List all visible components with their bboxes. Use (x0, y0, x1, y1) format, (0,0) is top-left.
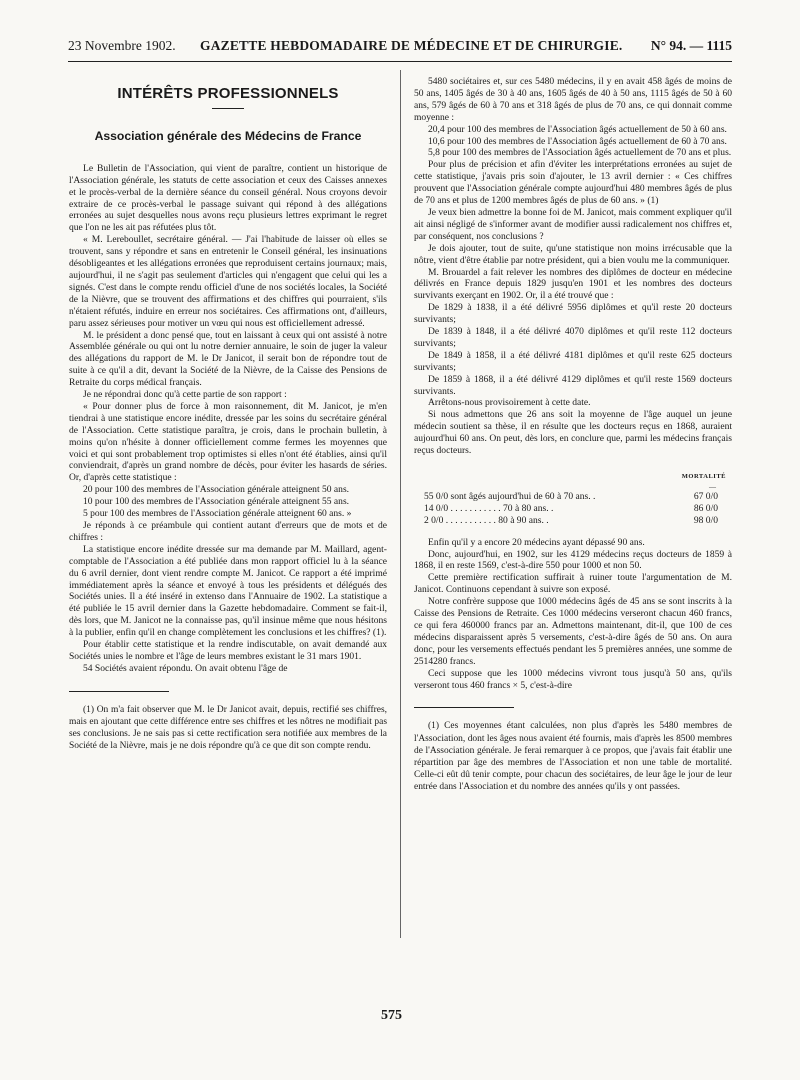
section-title-rule (212, 108, 244, 109)
mortality-dash: — (709, 482, 716, 491)
mortality-row-label: 2 0/0 . . . . . . . . . . . 80 à 90 ans. . (424, 514, 549, 526)
paragraph: 54 Sociétés avaient répondu. On avait obtenu l'âge de (83, 662, 288, 674)
article-title: Association générale des Médecins de France (94, 128, 362, 143)
paragraph: Je veux bien admettre la bonne foi de M. Janicot, mais comment expliquer qu'il ait ainsi négligé de s'informer avant de modifier aussi radicalement nos chiffres et, par conséquent, nos conclusions ? (414, 206, 732, 242)
mortality-row-value: 67 0/0 (693, 490, 718, 502)
paragraph: 10 pour 100 des membres de l'Association générale atteignent 55 ans. (83, 496, 350, 508)
paragraph: M. Brouardel a fait relever les nombres des diplômes de docteur en médecine délivrés en France depuis 1829 jusqu'en 1901 et les nombres des docteurs survivants exerçant en 1902. Or, il a été trouvé que : (414, 266, 732, 302)
paragraph: De 1839 à 1848, il a été délivré 4070 diplômes et qu'il reste 112 docteurs survivants; (414, 326, 732, 349)
paragraph: Le Bulletin de l'Association, qui vient de paraître, contient un historique de l'Association générale, les statuts de cette association et ceux des Caisses annexes et le procès-verbal de la dernière séance du conseil général. Nous croyons devoir extraire de ce procès-verbal le passage suivant qui répond à des allégations erronées au sujet desquelles nous avons reçu plusieurs lettres exprimant le regret que l'on ne les ait pas réfutées plus tôt. (69, 162, 387, 234)
mortality-row-label: 14 0/0 . . . . . . . . . . . 70 à 80 ans. . (424, 502, 554, 514)
paragraph: Je dois ajouter, tout de suite, qu'une statistique non moins irrécusable que la nôtre, vient d'être établie par notre président, qui a bien voulu me la communiquer. (414, 242, 732, 266)
mortality-row (414, 491, 732, 503)
footnote-rule (69, 691, 169, 692)
footnote-rule (414, 707, 514, 708)
right-footnote: (1) Ces moyennes étant calculées, non plus d'après les 5480 membres de l'Association, dont les âges nous avaient été fournis, mais d'après les 8500 membres de l'Association générale. Je ferai remarquer à ce propos, que j'avais fait établir une répartition par âge des membres de l'Association et non une table de mortalité. Celle-ci eût dû tenir compte, pour chacun des sociétaires, de leur âge le jour de leur entrée dans l'Association et du nombre des années qu'ils y ont passées. (414, 721, 732, 793)
paragraph: Je ne répondrai donc qu'à cette partie de son rapport : (83, 389, 287, 401)
paragraph: Ceci suppose que les 1000 médecins vivront tous jusqu'à 50 ans, qu'ils verseront tous 460 francs × 5, c'est-à-dire (414, 667, 732, 691)
issue-date: 23 Novembre 1902. (68, 38, 176, 53)
paragraph: Enfin qu'il y a encore 20 médecins ayant dépassé 90 ans. (428, 536, 645, 548)
issue-page-reference: N° 94. — 1115 (650, 38, 732, 53)
paragraph: De 1849 à 1858, il a été délivré 4181 diplômes et qu'il reste 625 docteurs survivants; (414, 349, 732, 373)
left-column (69, 72, 387, 753)
paragraph: 20,4 pour 100 des membres de l'Association âgés actuellement de 50 à 60 ans. (428, 123, 727, 135)
paragraph: De 1859 à 1868, il a été délivré 4129 diplômes et qu'il reste 1569 docteurs survivants. (414, 373, 732, 397)
header-rule (68, 61, 732, 62)
paragraph: 5,8 pour 100 des membres de l'Association âgés actuellement de 70 ans et plus. (428, 147, 732, 159)
paragraph: 5480 sociétaires et, sur ces 5480 médecins, il y en avait 458 âgés de moins de 50 ans, 1405 âgés de 30 à 40 ans, 1605 âgés de 40 à 50 ans, 1115 âgés de 50 à 60 ans, 579 âgés de 60 à 70 ans et 318 âgés de plus de 70 ans, ce qui donnait comme moyenne : (414, 76, 732, 123)
right-paragraphs-b (414, 537, 732, 692)
mortality-row (414, 503, 732, 515)
section-title: INTÉRÊTS PROFESSIONNELS (117, 85, 339, 102)
paragraph: Je réponds à ce préambule qui contient autant d'erreurs que de mots et de chiffres : (69, 520, 387, 543)
page-number: 575 (381, 1008, 402, 1023)
mortality-row (414, 515, 732, 527)
mortality-table (414, 491, 732, 527)
left-paragraphs (69, 163, 387, 675)
right-paragraphs-a (414, 76, 732, 457)
mortality-heading: MORTALITÉ (681, 473, 726, 480)
right-column (414, 76, 732, 794)
paragraph: Arrêtons-nous provisoirement à cette date. (428, 397, 591, 409)
paragraph: « Pour donner plus de force à mon raisonnement, dit M. Janicot, je m'en tiendrai à une statistique encore inédite, dressée par les soins du secrétaire général de l'Association. Cette statistique paraîtra, je crois, dans le prochain bulletin, à moins qu'on n'hésite à donner officiellement comme fermes les moyennes que voici et qui sont probablement trop optimistes si elles n'ont été établies, ainsi qu'il conviendrait, d'après un grand nombre de décès, pour éviter les hasards de séries. Or, d'après cette statistique : (69, 400, 387, 484)
paragraph: 5 pour 100 des membres de l'Association générale atteignent 60 ans. » (83, 508, 352, 520)
paragraph: La statistique encore inédite dressée sur ma demande par M. Maillard, agent-comptable de l'Association a été publiée dans mon rapport officiel lu à la séance du 6 avril dernier, dont vient rendre compte M. Janicot. Ce rapport a été imprimé immédiatement après la séance et envoyé à tous les présidents et délégués des Sociétés unies. Il a été inséré in extenso dans l'Annuaire de 1902. La statistique a été publiée le 15 avril dernier dans la Gazette hebdomadaire. Comment se fait-il, dès lors, que M. Janicot ne la connaisse pas, qu'il insinue même que nous hésitons à la publier, enfin qu'il en change complètement les conclusions et les chiffres? (1). (69, 543, 387, 639)
paragraph: « M. Lereboullet, secrétaire général. — J'ai l'habitude de laisser où elles se trouvent, sans y répondre et sans en entretenir le Conseil général, les insinuations désobligeantes et les allégations erronées que reproduisent certains journaux; mais, aujourd'hui, il ne s'agit pas seulement d'articles qui n'engagent que celui qui les a signés. C'est dans le compte rendu officiel d'une de nos sociétés locales, la Société de la Nièvre, que se trouvent des affirmations et des chiffres qui pourraient, s'ils n'étaient réfutés, induire en erreur nos sociétaires. Ces affirmations ont, d'ailleurs, paru assez sérieuses pour motiver un vœu qui nous est officiellement adressé. (69, 234, 387, 329)
column-divider (400, 70, 401, 938)
paragraph: Si nous admettons que 26 ans soit la moyenne de l'âge auquel un jeune médecin soutient sa thèse, il en résulte que les docteurs reçus en 1868, auraient aujourd'hui 60 ans. On peut, dès lors, en conclure que, parmi les médecins français reçus docteurs. (414, 409, 732, 457)
paragraph: 10,6 pour 100 des membres de l'Association âgés actuellement de 60 à 70 ans. (428, 135, 727, 147)
mortality-row-value: 86 0/0 (693, 502, 718, 514)
paragraph: Cette première rectification suffirait à ruiner toute l'argumentation de M. Janicot. Continuons cependant à suivre son exposé. (414, 572, 732, 596)
paragraph: M. le président a donc pensé que, tout en laissant à ceux qui ont assisté à notre Assemblée générale ou qui ont lu notre dernier annuaire, le soin de juger la valeur des allégations du rapport de M. le Dr Janicot, il serait bon de répondre tout de suite à ce qu'il a dit, devant la Société de la Nièvre, de la Caisse des Pensions de Retraite du corps médical français. (69, 329, 387, 389)
page-header (68, 38, 732, 54)
mortality-row-label: 55 0/0 sont âgés aujourd'hui de 60 à 70 ans. . (424, 490, 596, 502)
left-footnote: (1) On m'a fait observer que M. le Dr Janicot avait, depuis, rectifié ses chiffres, mais en ajoutant que cette différence entre ses chiffres et les nôtres ne modifiait pas ses conclusions. Je ne sais pas si cette rectification sera notifiée aux membres de la Société de la Nièvre, mais je ne dois répondre qu'à ce que dit son compte rendu. (69, 704, 387, 752)
paragraph: Notre confrère suppose que 1000 médecins âgés de 45 ans se sont inscrits à la Caisse des Pensions de Retraite. Ces 1000 médecins verseront chacun 460 francs, ce qui fera 460000 francs par an. Admettons maintenant, dit-il, que 100 de ces médecins disparaissent après 5 versements, c'est-à-dire âgés de 50 ans. On aura donc, pour les versements effectués pendant les 5 premières années, une somme de 2514280 francs. (414, 596, 732, 667)
journal-title: GAZETTE HEBDOMADAIRE DE MÉDECINE ET DE CHIRURGIE. (200, 38, 623, 53)
mortality-row-value: 98 0/0 (693, 514, 718, 526)
paragraph: Donc, aujourd'hui, en 1902, sur les 4129 médecins reçus docteurs de 1859 à 1868, il en reste 1569, c'est-à-dire 550 pour 1000 et non 50. (414, 548, 732, 572)
paragraph: De 1829 à 1838, il a été délivré 5956 diplômes et qu'il reste 20 docteurs survivants; (414, 302, 732, 326)
paragraph: Pour plus de précision et afin d'éviter les interprétations erronées au sujet de cette statistique, j'avais pris soin d'ajouter, le 13 avril dernier : « Ces chiffres prouvent que l'Association générale compte aujourd'hui 480 membres âgés de plus de 70 ans et plus de 1200 membres âgés de plus de 60 ans. » (1) (414, 159, 732, 207)
paragraph: Pour établir cette statistique et la rendre indiscutable, on avait demandé aux Sociétés unies le nombre et l'âge de leurs membres existant le 31 mars 1901. (69, 639, 387, 662)
paragraph: 20 pour 100 des membres de l'Association générale atteignent 50 ans. (83, 484, 350, 496)
